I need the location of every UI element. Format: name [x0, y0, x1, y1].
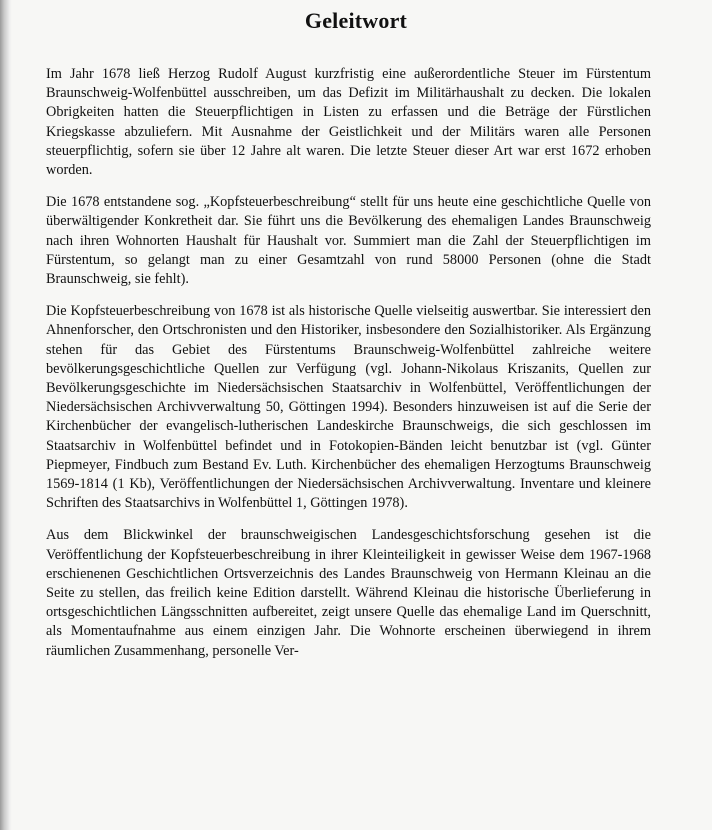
paragraph-2: Die 1678 entstandene sog. „Kopfsteuerbeschreibung“ stellt für uns heute eine geschichtliche Quelle von überwältigender Konkretheit dar. Sie führt uns die Bevölkerung des ehemaligen Landes Braunschweig nach ihren Wohnorten Haushalt für Haushalt vor. Summiert man die Zahl der Steuerpflichtigen im Fürstentum, so gelangt man zu einer Gesamtzahl von rund 58000 Personen (ohne die Stadt Braunschweig, sie fehlt).: [46, 194, 651, 288]
document-body: [46, 65, 651, 673]
page-title: Geleitwort: [304, 8, 408, 33]
paragraph-4: Aus dem Blickwinkel der braunschweigischen Landesgeschichtsforschung gesehen ist die Veröffentlichung der Kopfsteuerbeschreibung in ihrer Kleinteiligkeit in gewisser Weise dem 1967-1968 erschienenen Geschichtlichen Ortsverzeichnis des Landes Braunschweig von Hermann Kleinau an die Seite zu stellen, das freilich keine Edition darstellt. Während Kleinau die historische Überlieferung in ortsgeschichtlichen Längsschnitten aufbereitet, zeigt unsere Quelle das ehemalige Land im Querschnitt, als Momentaufnahme aus einem einzigen Jahr. Die Wohnorte erscheinen überwiegend in ihrem räumlichen Zusammenhang, personelle Ver-: [46, 527, 651, 659]
paragraph-3: Die Kopfsteuerbeschreibung von 1678 ist als historische Quelle vielseitig auswertbar. Sie interessiert den Ahnenforscher, den Ortschronisten und den Historiker, insbesondere den Sozialhistoriker. Als Ergänzung stehen für das Gebiet des Fürstentums Braunschweig-Wolfenbüttel zahlreiche weitere bevölkerungsgeschichtliche Quellen zur Verfügung (vgl. Johann-Nikolaus Kriszanits, Quellen zur Bevölkerungsgeschichte im Niedersächsischen Staatsarchiv in Wolfenbüttel, Veröffentlichungen der Niedersächsischen Archivverwaltung 50, Göttingen 1994). Besonders hinzuweisen ist auf die Serie der Kirchenbücher der evangelisch-lutherischen Landeskirche Braunschweigs, die sich geschlossen im Staatsarchiv in Wolfenbüttel befindet und in Fotokopien-Bänden leicht benutzbar ist (vgl. Günter Piepmeyer, Findbuch zum Bestand Ev. Luth. Kirchenbücher des ehemaligen Herzogtums Braunschweig 1569-1814 (1 Kb), Veröffentlichungen der Niedersächsischen Archivverwaltung. Inventare und kleinere Schriften des Staatsarchivs in Wolfenbüttel 1, Göttingen 1978).: [46, 303, 651, 512]
page-binding-edge: [0, 0, 12, 830]
paragraph-1: Im Jahr 1678 ließ Herzog Rudolf August kurzfristig eine außerordentliche Steuer im Fürstentum Braunschweig-Wolfenbüttel ausschreiben, um das Defizit im Militärhaushalt zu decken. Die lokalen Obrigkeiten hatten die Steuerpflichtigen in Listen zu erfassen und die Beträge der Fürstlichen Kriegskasse abzuliefern. Mit Ausnahme der Geistlichkeit und der Militärs waren alle Personen steuerpflichtig, sofern sie über 12 Jahre alt waren. Die letzte Steuer dieser Art war erst 1672 erhoben worden.: [46, 66, 651, 179]
